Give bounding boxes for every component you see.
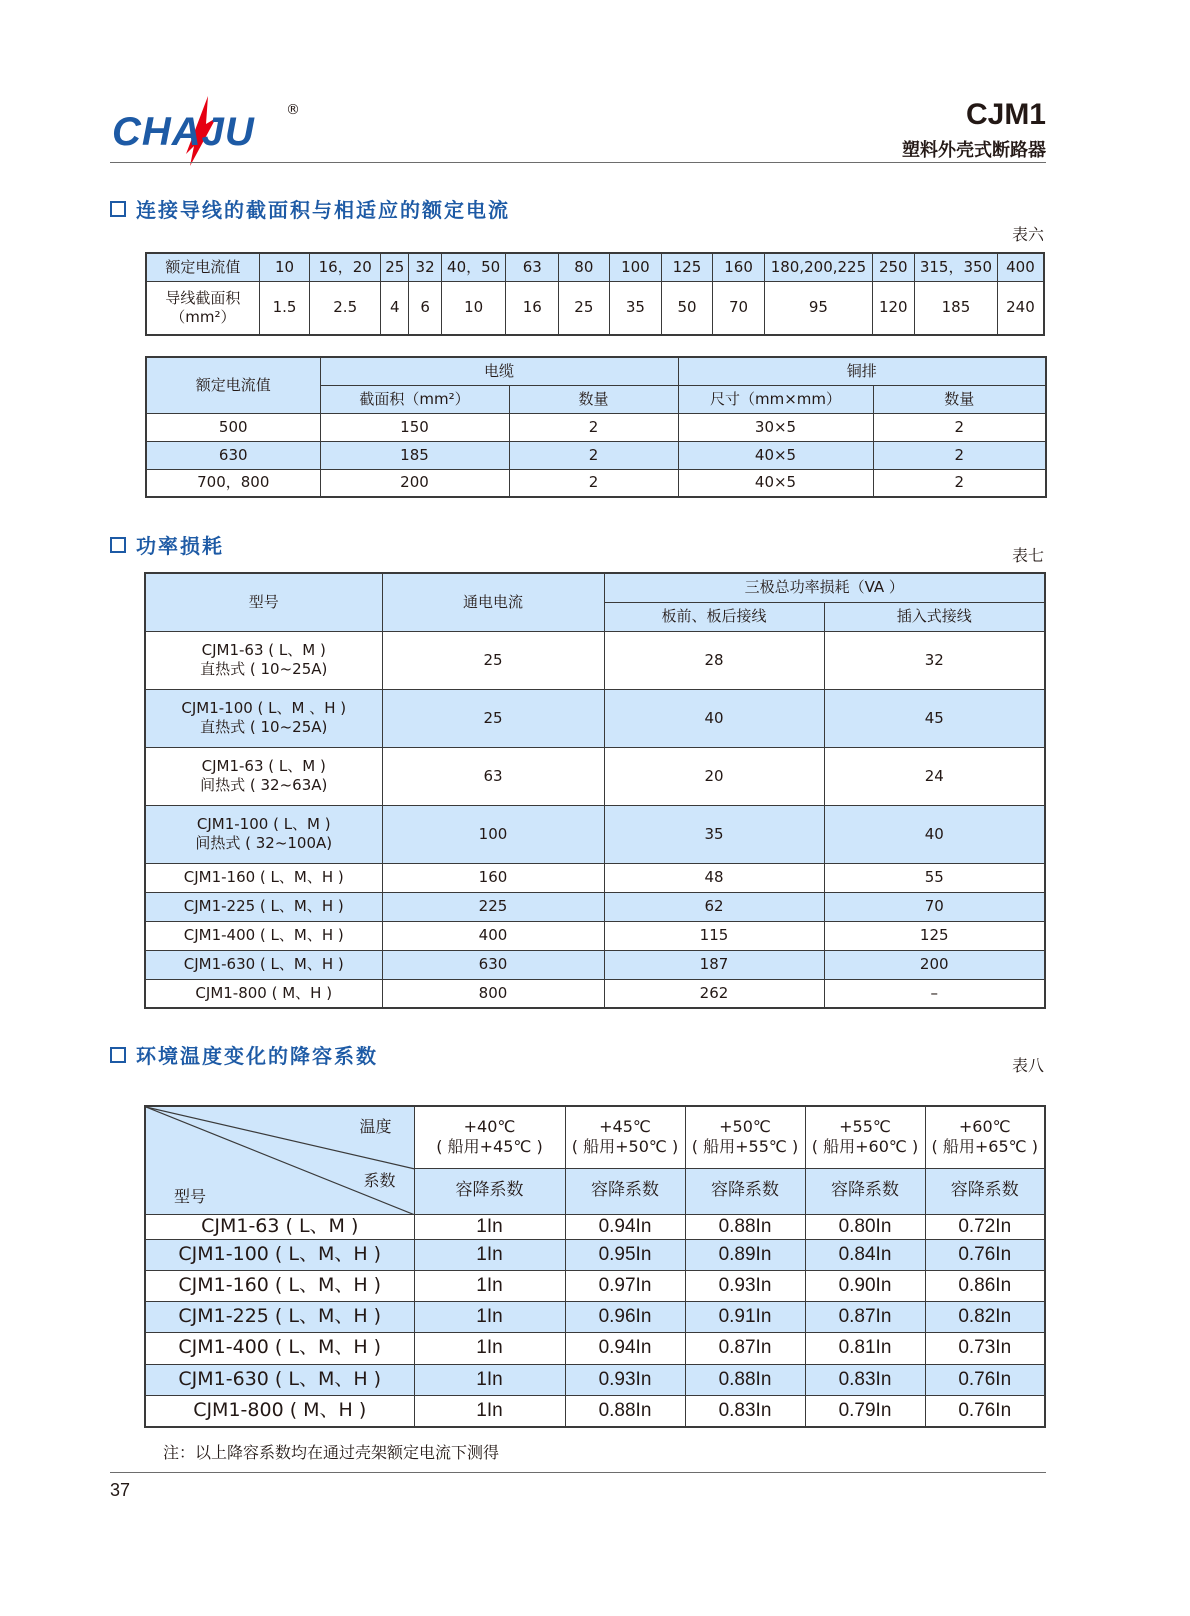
cell: 30×5 xyxy=(678,413,873,441)
cell: 2 xyxy=(509,413,678,441)
rating-cell: 80 xyxy=(559,253,610,281)
cell: 0.82In xyxy=(925,1301,1045,1332)
diag-model-label: 型号 xyxy=(174,1187,207,1206)
section-cell: 185 xyxy=(915,281,998,335)
cell: 40 xyxy=(824,805,1045,863)
model-line: CJM1-63 ( L、M ) xyxy=(201,757,326,776)
cell: 125 xyxy=(824,921,1045,950)
cell: 48 xyxy=(604,863,824,892)
table-row xyxy=(145,689,1045,747)
table-row xyxy=(145,863,1045,892)
cell: 1In xyxy=(414,1364,565,1395)
diag-coef-label: 系数 xyxy=(363,1171,396,1190)
table-note: 注：以上降容系数均在通过壳架额定电流下测得 xyxy=(163,1443,500,1462)
model-cell: CJM1-800 ( M、H ) xyxy=(145,1395,414,1427)
temp-header xyxy=(805,1106,925,1168)
section-title: 连接导线的截面积与相适应的额定电流 xyxy=(136,198,510,222)
checkbox-square-icon xyxy=(110,1047,126,1063)
cell: 0.73In xyxy=(925,1332,1045,1364)
section-cell: 16 xyxy=(506,281,559,335)
cell: 55 xyxy=(824,863,1045,892)
cell: 1In xyxy=(414,1214,565,1239)
cell: 40×5 xyxy=(678,469,873,497)
cell: 150 xyxy=(320,413,509,441)
header-copper-qty: 数量 xyxy=(873,385,1046,413)
cell: 20 xyxy=(604,747,824,805)
header-plugin: 插入式接线 xyxy=(824,602,1045,631)
temp-value: +60℃ xyxy=(958,1117,1011,1137)
table-row xyxy=(145,979,1045,1008)
model-cell xyxy=(145,805,382,863)
coef-header: 容降系数 xyxy=(805,1168,925,1214)
cell: 187 xyxy=(604,950,824,979)
cell: 185 xyxy=(320,441,509,469)
table-number: 表八 xyxy=(1011,1056,1044,1075)
rating-cell: 180,200,225 xyxy=(765,253,872,281)
cell: 40×5 xyxy=(678,441,873,469)
model-cell: CJM1-630 ( L、M、H ) xyxy=(145,1364,414,1395)
model-cell: CJM1-63 ( L、M ) xyxy=(145,1214,414,1239)
rating-cell: 125 xyxy=(662,253,713,281)
cell: 0.93In xyxy=(565,1364,685,1395)
cell: 0.84In xyxy=(805,1239,925,1270)
ship-temp: ( 船用+60℃ ) xyxy=(811,1137,919,1157)
cell: 115 xyxy=(604,921,824,950)
section-cell: 6 xyxy=(409,281,441,335)
cell: 0.87In xyxy=(805,1301,925,1332)
cell: 25 xyxy=(382,689,604,747)
row-label: 额定电流值 xyxy=(146,253,259,281)
cell: 0.76In xyxy=(925,1364,1045,1395)
ship-temp: ( 船用+45℃ ) xyxy=(436,1137,543,1157)
model-cell xyxy=(145,747,382,805)
cell: 2 xyxy=(509,469,678,497)
checkbox-square-icon xyxy=(110,201,126,217)
cell: – xyxy=(824,979,1045,1008)
cell: 0.93In xyxy=(685,1270,805,1301)
model-line: 直热式 ( 10~25A) xyxy=(200,718,328,736)
table-row xyxy=(145,1364,1045,1395)
logo-text: CHAJU xyxy=(112,110,255,154)
cell: 0.83In xyxy=(685,1395,805,1427)
row-label xyxy=(146,281,259,335)
cell: 0.95In xyxy=(565,1239,685,1270)
model-cell: CJM1-800 ( M、H ) xyxy=(145,979,382,1008)
registered-mark: ® xyxy=(286,102,300,118)
cell: 0.88In xyxy=(685,1214,805,1239)
ship-temp: ( 船用+65℃ ) xyxy=(931,1137,1038,1157)
cell: 1In xyxy=(414,1270,565,1301)
rating-cell: 16，20 xyxy=(310,253,381,281)
header-cable-qty: 数量 xyxy=(509,385,678,413)
cell: 0.91In xyxy=(685,1301,805,1332)
section-cell: 25 xyxy=(559,281,610,335)
table-row xyxy=(145,1270,1045,1301)
power-loss-table xyxy=(144,572,1046,1009)
header-divider xyxy=(110,162,1046,163)
cell: 28 xyxy=(604,631,824,689)
table-row xyxy=(146,441,1046,469)
cell: 24 xyxy=(824,747,1045,805)
cell: 500 xyxy=(146,413,320,441)
model-line: 间热式 ( 32~63A) xyxy=(200,776,328,794)
rating-cell: 10 xyxy=(259,253,310,281)
table-row xyxy=(145,747,1045,805)
section-heading-7 xyxy=(110,530,224,559)
section-title: 功率损耗 xyxy=(136,534,224,558)
cell: 0.96In xyxy=(565,1301,685,1332)
cell: 700，800 xyxy=(146,469,320,497)
temp-header xyxy=(565,1106,685,1168)
cell: 160 xyxy=(382,863,604,892)
cell: 1In xyxy=(414,1301,565,1332)
header-copper-size: 尺寸（mm×mm） xyxy=(678,385,873,413)
cell: 0.76In xyxy=(925,1239,1045,1270)
cell: 0.80In xyxy=(805,1214,925,1239)
derating-table xyxy=(144,1105,1046,1428)
cell: 0.88In xyxy=(685,1364,805,1395)
section-heading-8 xyxy=(110,1040,378,1069)
model-cell: CJM1-630 ( L、M、H ) xyxy=(145,950,382,979)
rating-cell: 400 xyxy=(997,253,1044,281)
model-cell xyxy=(145,631,382,689)
temp-value: +50℃ xyxy=(719,1117,771,1137)
header-rating: 额定电流值 xyxy=(146,357,320,413)
table-row xyxy=(145,1332,1045,1364)
table-row xyxy=(145,1239,1045,1270)
ship-temp: ( 船用+50℃ ) xyxy=(571,1137,679,1157)
wire-section-table xyxy=(145,252,1045,336)
brand-logo xyxy=(112,96,312,168)
table-number: 表七 xyxy=(1011,546,1044,565)
section-cell: 240 xyxy=(997,281,1044,335)
section-cell: 1.5 xyxy=(259,281,310,335)
section-cell: 35 xyxy=(609,281,662,335)
cell: 630 xyxy=(146,441,320,469)
header-loss: 三极总功率损耗（VA ） xyxy=(604,573,1045,602)
cell: 0.76In xyxy=(925,1395,1045,1427)
cell: 0.86In xyxy=(925,1270,1045,1301)
cell: 100 xyxy=(382,805,604,863)
section-cell: 120 xyxy=(872,281,914,335)
temp-header xyxy=(414,1106,565,1168)
cell: 0.88In xyxy=(565,1395,685,1427)
section-heading-6 xyxy=(110,194,510,223)
temp-value: +45℃ xyxy=(599,1117,651,1137)
model-cell: CJM1-100 ( L、M、H ) xyxy=(145,1239,414,1270)
section-row xyxy=(146,281,1044,335)
cell: 262 xyxy=(604,979,824,1008)
section-cell: 10 xyxy=(441,281,506,335)
header-front-back: 板前、板后接线 xyxy=(604,602,824,631)
table-row xyxy=(145,921,1045,950)
cell: 0.90In xyxy=(805,1270,925,1301)
table-number: 表六 xyxy=(1011,225,1044,244)
rating-cell: 25 xyxy=(381,253,409,281)
footer-divider xyxy=(110,1472,1046,1473)
temp-value: +55℃ xyxy=(839,1117,891,1137)
cell: 0.89In xyxy=(685,1239,805,1270)
cell: 1In xyxy=(414,1239,565,1270)
cell: 25 xyxy=(382,631,604,689)
model-cell: CJM1-400 ( L、M、H ) xyxy=(145,1332,414,1364)
diagonal-header-cell xyxy=(145,1106,414,1214)
table-row xyxy=(145,1214,1045,1239)
cell: 630 xyxy=(382,950,604,979)
coef-header: 容降系数 xyxy=(925,1168,1045,1214)
model-cell: CJM1-225 ( L、M、H ) xyxy=(145,892,382,921)
cell: 225 xyxy=(382,892,604,921)
table-row xyxy=(145,950,1045,979)
table-row xyxy=(145,805,1045,863)
cell: 0.81In xyxy=(805,1332,925,1364)
cell: 40 xyxy=(604,689,824,747)
cell: 0.87In xyxy=(685,1332,805,1364)
cell: 35 xyxy=(604,805,824,863)
row-label-unit: （mm²） xyxy=(170,307,236,326)
rating-row xyxy=(146,253,1044,281)
header-cable: 电缆 xyxy=(320,357,678,385)
rating-cell: 40，50 xyxy=(441,253,506,281)
coef-header: 容降系数 xyxy=(565,1168,685,1214)
cable-copper-table xyxy=(145,356,1047,498)
model-line: CJM1-100 ( L、M ) xyxy=(196,815,331,834)
rating-cell: 63 xyxy=(506,253,559,281)
temp-header xyxy=(685,1106,805,1168)
temp-header xyxy=(925,1106,1045,1168)
cell: 0.72In xyxy=(925,1214,1045,1239)
temp-value: +40℃ xyxy=(463,1117,516,1137)
section-title: 环境温度变化的降容系数 xyxy=(136,1044,378,1068)
table-row xyxy=(145,1395,1045,1427)
cell: 400 xyxy=(382,921,604,950)
section-cell: 50 xyxy=(662,281,713,335)
cell: 45 xyxy=(824,689,1045,747)
header-model: 型号 xyxy=(145,573,382,631)
section-cell: 4 xyxy=(381,281,409,335)
row-label-line: 导线截面积 xyxy=(165,289,241,307)
cell: 200 xyxy=(824,950,1045,979)
diag-temp-label: 温度 xyxy=(359,1117,392,1136)
cell: 32 xyxy=(824,631,1045,689)
model-line: CJM1-63 ( L、M ) xyxy=(201,641,326,660)
table-row xyxy=(145,631,1045,689)
model-cell: CJM1-160 ( L、M、H ) xyxy=(145,1270,414,1301)
rating-cell: 250 xyxy=(872,253,914,281)
model-cell: CJM1-160 ( L、M、H ) xyxy=(145,863,382,892)
model-cell xyxy=(145,689,382,747)
cell: 800 xyxy=(382,979,604,1008)
header-current: 通电电流 xyxy=(382,573,604,631)
cell: 2 xyxy=(509,441,678,469)
cell: 2 xyxy=(873,441,1046,469)
cell: 0.83In xyxy=(805,1364,925,1395)
rating-cell: 100 xyxy=(609,253,662,281)
cell: 0.94In xyxy=(565,1332,685,1364)
cell: 0.94In xyxy=(565,1214,685,1239)
rating-cell: 32 xyxy=(409,253,441,281)
header-copper: 铜排 xyxy=(678,357,1046,385)
table-row xyxy=(145,892,1045,921)
ship-temp: ( 船用+55℃ ) xyxy=(691,1137,799,1157)
table-row xyxy=(145,1301,1045,1332)
table-row xyxy=(146,413,1046,441)
model-line: 直热式 ( 10~25A) xyxy=(200,660,328,678)
cell: 63 xyxy=(382,747,604,805)
model-cell: CJM1-400 ( L、M、H ) xyxy=(145,921,382,950)
cell: 1In xyxy=(414,1395,565,1427)
section-cell: 2.5 xyxy=(310,281,381,335)
cell: 62 xyxy=(604,892,824,921)
coef-header: 容降系数 xyxy=(685,1168,805,1214)
checkbox-square-icon xyxy=(110,537,126,553)
cell: 2 xyxy=(873,413,1046,441)
cell: 0.79In xyxy=(805,1395,925,1427)
rating-cell: 160 xyxy=(712,253,765,281)
cell: 1In xyxy=(414,1332,565,1364)
model-line: CJM1-100 ( L、M 、H ) xyxy=(181,699,347,718)
section-cell: 70 xyxy=(712,281,765,335)
table-row xyxy=(146,469,1046,497)
cell: 200 xyxy=(320,469,509,497)
header-cable-area: 截面积（mm²） xyxy=(320,385,509,413)
cell: 2 xyxy=(873,469,1046,497)
page-number: 37 xyxy=(110,1480,131,1500)
model-cell: CJM1-225 ( L、M、H ) xyxy=(145,1301,414,1332)
cell: 0.97In xyxy=(565,1270,685,1301)
product-subtitle: 塑料外壳式断路器 xyxy=(902,140,1046,161)
product-model: CJM1 xyxy=(965,98,1046,131)
section-cell: 95 xyxy=(765,281,872,335)
cell: 70 xyxy=(824,892,1045,921)
model-line: 间热式 ( 32~100A) xyxy=(195,834,333,852)
rating-cell: 315，350 xyxy=(915,253,998,281)
coef-header: 容降系数 xyxy=(414,1168,565,1214)
